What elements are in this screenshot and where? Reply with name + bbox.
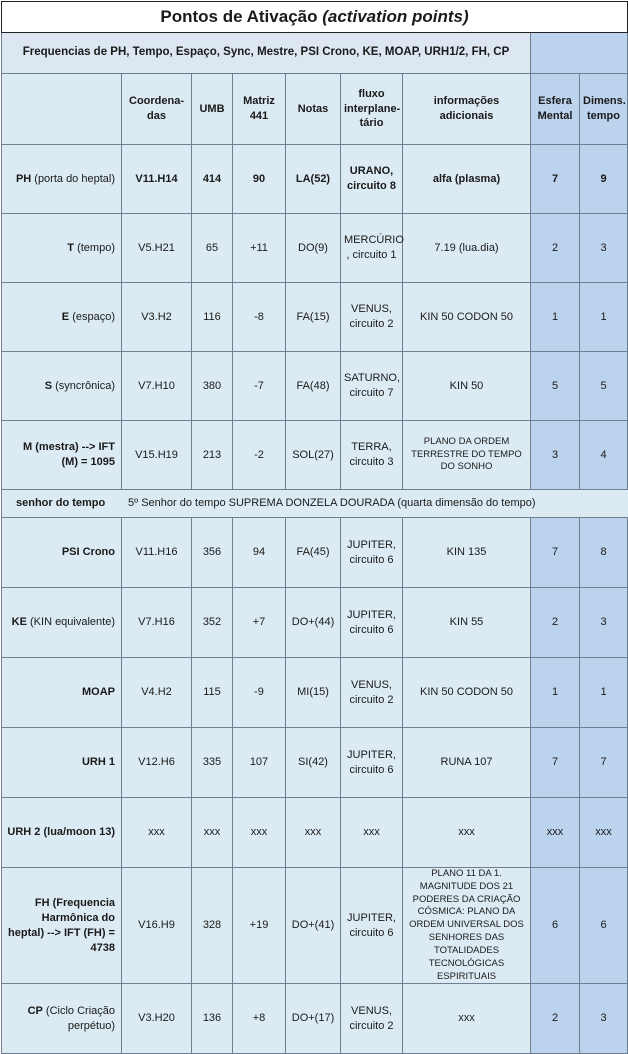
cell-fluxo: JUPITER, circuito 6	[341, 868, 403, 984]
cell-info: 7.19 (lua.dia)	[403, 214, 531, 283]
row-label	[2, 588, 122, 658]
cell-dimens: 3	[580, 984, 628, 1054]
cell-umb: 352	[192, 588, 233, 658]
table-row	[2, 588, 628, 658]
row-label-rest: (Ciclo Criação perpétuo)	[42, 1004, 115, 1032]
row-label-rest: (KIN equivalente)	[26, 616, 115, 629]
row-label	[2, 984, 122, 1054]
table-row	[2, 145, 628, 214]
cell-coord: V12.H6	[122, 728, 192, 798]
cell-notas: FA(45)	[286, 518, 341, 588]
header-esfera: Esfera Mental	[531, 74, 580, 145]
row-label-bold: PH	[15, 172, 32, 185]
table-row	[2, 421, 628, 490]
cell-notas: FA(15)	[286, 283, 341, 352]
cell-dimens: 4	[580, 421, 628, 490]
activation-points-sheet	[1, 1, 627, 1032]
row-label-bold: T	[67, 241, 75, 254]
row-label-bold: KE	[11, 616, 27, 629]
cell-coord: V15.H19	[122, 421, 192, 490]
row-label	[2, 658, 122, 728]
cell-umb: xxx	[192, 798, 233, 868]
cell-umb: 115	[192, 658, 233, 728]
cell-info: xxx	[403, 984, 531, 1054]
cell-umb: 380	[192, 352, 233, 421]
cell-info: KIN 50 CODON 50	[403, 283, 531, 352]
cell-fluxo: JUPITER, circuito 6	[341, 728, 403, 798]
senhor-text: 5º Senhor do tempo SUPREMA DONZELA DOURADA (quarta dimensão do tempo)	[122, 490, 628, 518]
table-row	[2, 283, 628, 352]
row-label-bold: S	[44, 379, 53, 392]
cell-coord: V11.H16	[122, 518, 192, 588]
cell-umb: 65	[192, 214, 233, 283]
header-matriz: Matriz 441	[233, 74, 286, 145]
row-label-bold: URH 1	[81, 756, 115, 769]
row-label	[2, 728, 122, 798]
cell-dimens: 9	[580, 145, 628, 214]
cell-matriz: +7	[233, 588, 286, 658]
header-coordenadas: Coordena-das	[122, 74, 192, 145]
cell-esfera: 7	[531, 728, 580, 798]
table-row	[2, 214, 628, 283]
cell-coord: V16.H9	[122, 868, 192, 984]
cell-dimens: 1	[580, 658, 628, 728]
cell-fluxo: VENUS, circuito 2	[341, 658, 403, 728]
activation-points-table	[1, 1, 628, 1054]
cell-notas: LA(52)	[286, 145, 341, 214]
header-info: informações adicionais	[403, 74, 531, 145]
row-label-rest: (syncrônica)	[52, 379, 115, 392]
header-dimens: Dimens. tempo	[580, 74, 628, 145]
cell-matriz: xxx	[233, 798, 286, 868]
row-label-bold: M (mestra) --> IFT (M) = 1095	[23, 441, 115, 468]
cell-info: PLANO DA ORDEM TERRESTRE DO TEMPO DO SONHO	[403, 421, 531, 490]
header-label-blank	[2, 74, 122, 145]
header-umb: UMB	[192, 74, 233, 145]
cell-coord: V7.H10	[122, 352, 192, 421]
row-label-bold: FH (Frequencia Harmônica do heptal) --> IFT (FH) = 4738	[8, 896, 115, 954]
cell-notas: SOL(27)	[286, 421, 341, 490]
cell-dimens: 3	[580, 588, 628, 658]
cell-notas: DO(9)	[286, 214, 341, 283]
cell-coord: V11.H14	[122, 145, 192, 214]
cell-fluxo: TERRA, circuito 3	[341, 421, 403, 490]
cell-matriz: -8	[233, 283, 286, 352]
cell-notas: SI(42)	[286, 728, 341, 798]
cell-umb: 356	[192, 518, 233, 588]
cell-info: KIN 55	[403, 588, 531, 658]
cell-coord: V3.H20	[122, 984, 192, 1054]
cell-dimens: 1	[580, 283, 628, 352]
cell-umb: 116	[192, 283, 233, 352]
cell-fluxo: JUPITER, circuito 6	[341, 518, 403, 588]
row-label	[2, 352, 122, 421]
row-label	[2, 798, 122, 868]
cell-esfera: xxx	[531, 798, 580, 868]
cell-info: KIN 135	[403, 518, 531, 588]
senhor-row	[2, 490, 628, 518]
cell-esfera: 1	[531, 658, 580, 728]
cell-umb: 328	[192, 868, 233, 984]
cell-matriz: -2	[233, 421, 286, 490]
cell-matriz: 94	[233, 518, 286, 588]
cell-dimens: 5	[580, 352, 628, 421]
table-row	[2, 868, 628, 984]
cell-fluxo: xxx	[341, 798, 403, 868]
title-italic: (activation points)	[322, 6, 469, 26]
cell-info: alfa (plasma)	[403, 145, 531, 214]
cell-coord: V5.H21	[122, 214, 192, 283]
table-row	[2, 352, 628, 421]
cell-esfera: 2	[531, 984, 580, 1054]
row-label-rest: (porta do heptal)	[31, 172, 115, 185]
row-label	[2, 145, 122, 214]
side-header-blank	[531, 33, 628, 74]
cell-coord: V4.H2	[122, 658, 192, 728]
cell-esfera: 5	[531, 352, 580, 421]
row-label	[2, 283, 122, 352]
row-label	[2, 868, 122, 984]
table-row	[2, 728, 628, 798]
row-label-bold: CP	[27, 1004, 43, 1017]
cell-dimens: 7	[580, 728, 628, 798]
cell-info: KIN 50	[403, 352, 531, 421]
cell-fluxo: VENUS, circuito 2	[341, 283, 403, 352]
row-label	[2, 421, 122, 490]
cell-esfera: 6	[531, 868, 580, 984]
title-main: Pontos de Ativação	[160, 6, 318, 26]
senhor-label: senhor do tempo	[2, 490, 122, 518]
cell-notas: DO+(41)	[286, 868, 341, 984]
cell-fluxo: VENUS, circuito 2	[341, 984, 403, 1054]
row-label-bold: E	[61, 310, 70, 323]
frequencies-line: Frequencias de PH, Tempo, Espaço, Sync, Mestre, PSI Crono, KE, MOAP, URH1/2, FH, CP	[2, 33, 531, 74]
cell-notas: xxx	[286, 798, 341, 868]
cell-info: KIN 50 CODON 50	[403, 658, 531, 728]
cell-info: PLANO 11 DA 1. MAGNITUDE DOS 21 PODERES DA CRIAÇÃO CÓSMICA: PLANO DA ORDEM UNIVERSAL DOS SENHORES DAS TOTALIDADES TECNOLÓGICAS ESPIRITUAIS	[403, 868, 531, 984]
cell-esfera: 1	[531, 283, 580, 352]
table-row	[2, 798, 628, 868]
cell-notas: MI(15)	[286, 658, 341, 728]
row-label-bold: MOAP	[82, 686, 115, 699]
cell-notas: DO+(17)	[286, 984, 341, 1054]
row-label	[2, 214, 122, 283]
row-label-bold: PSI Crono	[61, 546, 115, 559]
cell-matriz: 90	[233, 145, 286, 214]
cell-fluxo: JUPITER, circuito 6	[341, 588, 403, 658]
cell-umb: 335	[192, 728, 233, 798]
row-label-rest: (tempo)	[74, 241, 115, 254]
table-row	[2, 518, 628, 588]
cell-esfera: 2	[531, 588, 580, 658]
cell-matriz: -7	[233, 352, 286, 421]
cell-matriz: +19	[233, 868, 286, 984]
cell-dimens: xxx	[580, 798, 628, 868]
cell-esfera: 7	[531, 518, 580, 588]
header-fluxo: fluxo interplane-tário	[341, 74, 403, 145]
cell-notas: DO+(44)	[286, 588, 341, 658]
cell-dimens: 3	[580, 214, 628, 283]
cell-notas: FA(48)	[286, 352, 341, 421]
cell-info: RUNA 107	[403, 728, 531, 798]
cell-matriz: +8	[233, 984, 286, 1054]
header-notas: Notas	[286, 74, 341, 145]
cell-matriz: +11	[233, 214, 286, 283]
sheet-title	[2, 2, 628, 33]
row-label-bold: URH 2 (lua/moon 13)	[7, 826, 115, 839]
row-label-rest: (espaço)	[69, 310, 115, 323]
cell-umb: 213	[192, 421, 233, 490]
cell-esfera: 3	[531, 421, 580, 490]
cell-matriz: -9	[233, 658, 286, 728]
cell-esfera: 7	[531, 145, 580, 214]
cell-info: xxx	[403, 798, 531, 868]
table-row	[2, 984, 628, 1054]
table-row	[2, 658, 628, 728]
cell-umb: 414	[192, 145, 233, 214]
cell-fluxo: URANO, circuito 8	[341, 145, 403, 214]
row-label	[2, 518, 122, 588]
cell-coord: V3.H2	[122, 283, 192, 352]
cell-dimens: 6	[580, 868, 628, 984]
cell-matriz: 107	[233, 728, 286, 798]
cell-fluxo: SATURNO, circuito 7	[341, 352, 403, 421]
cell-dimens: 8	[580, 518, 628, 588]
cell-coord: xxx	[122, 798, 192, 868]
cell-esfera: 2	[531, 214, 580, 283]
cell-coord: V7.H16	[122, 588, 192, 658]
cell-umb: 136	[192, 984, 233, 1054]
cell-fluxo: MERCÚRIO , circuito 1	[341, 214, 403, 283]
